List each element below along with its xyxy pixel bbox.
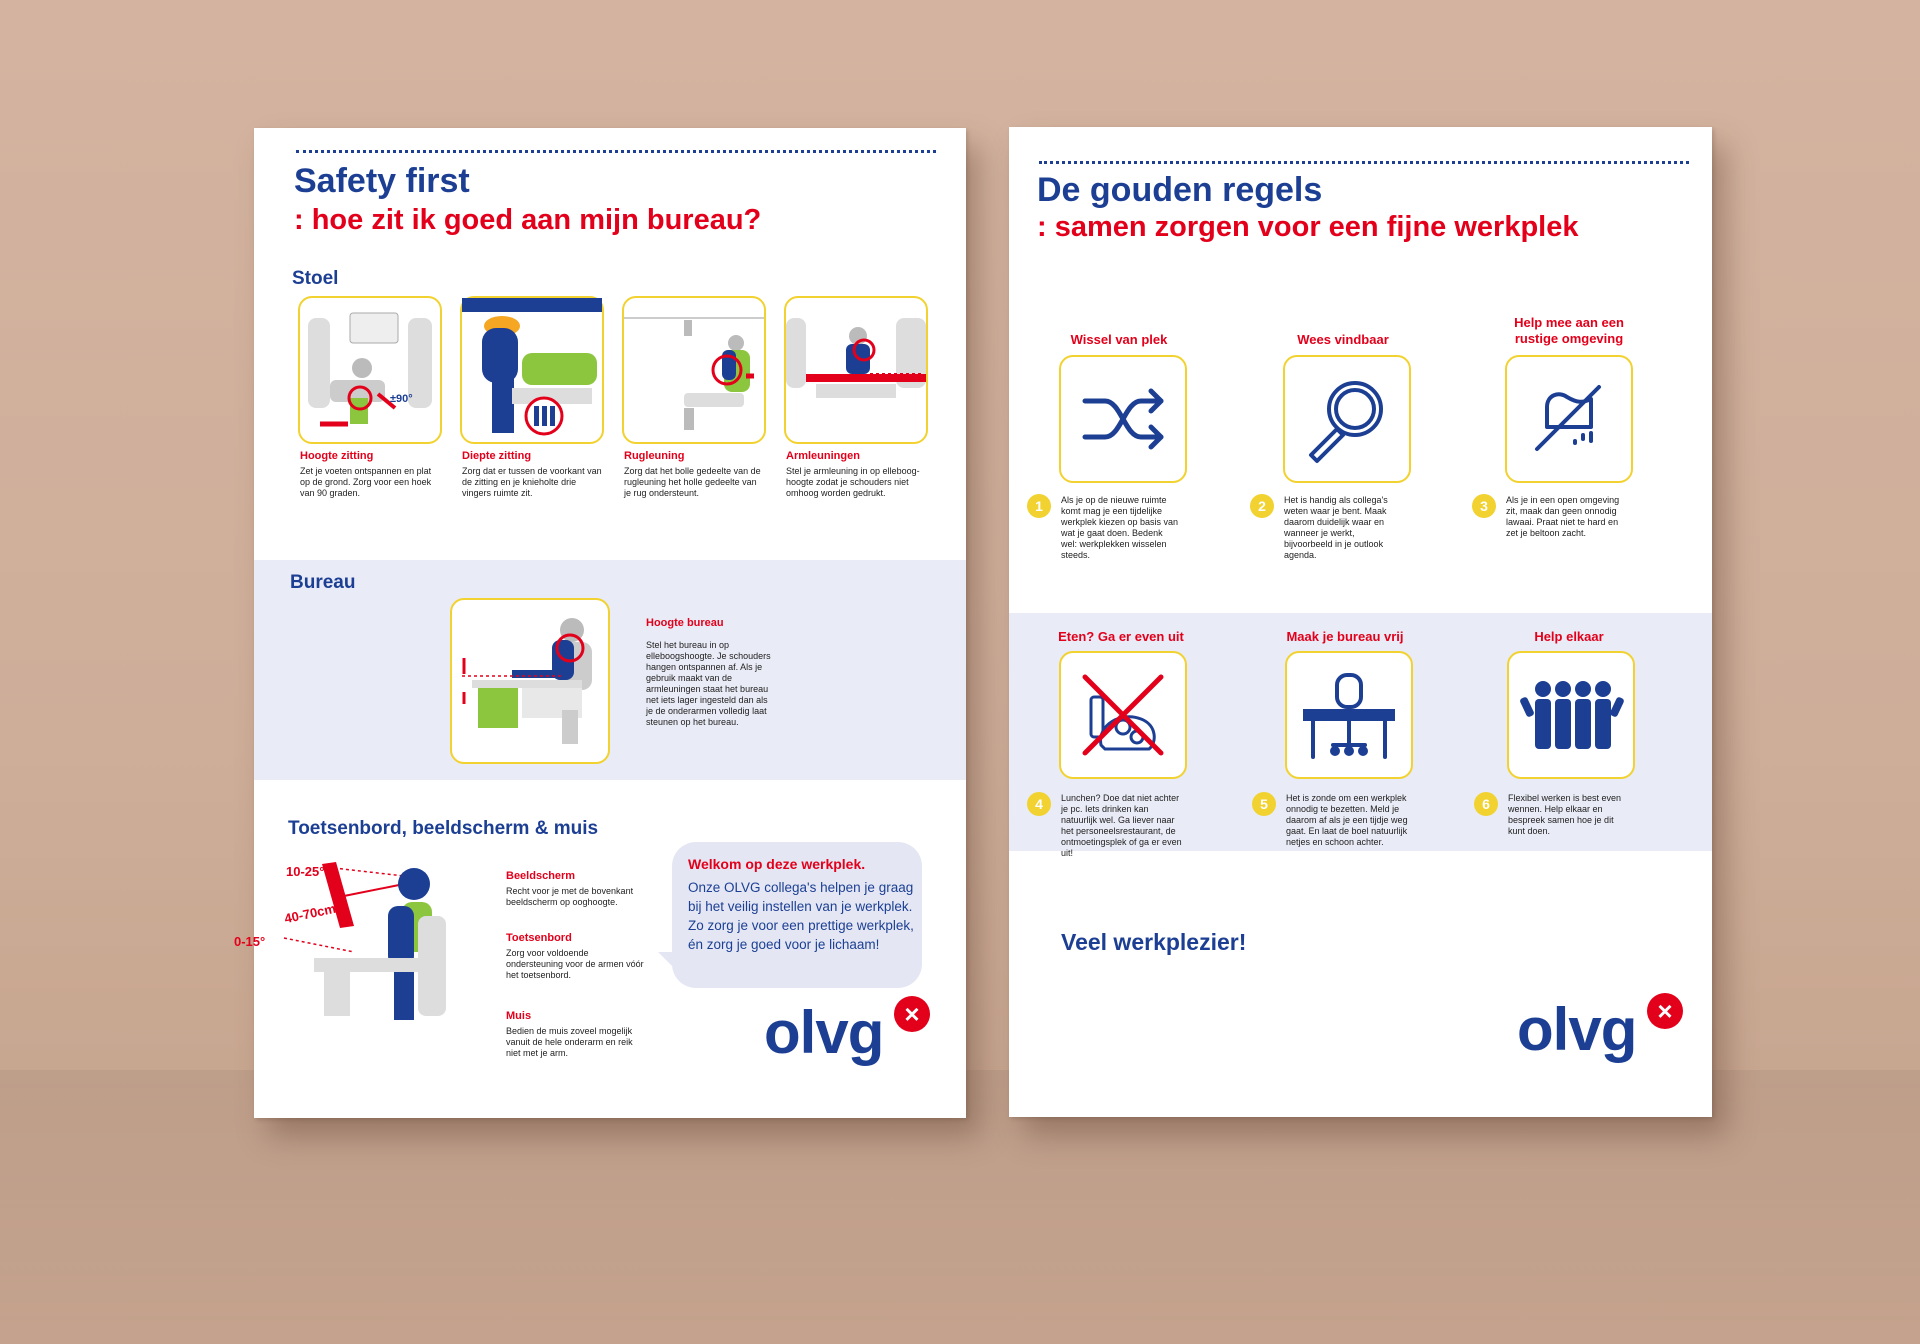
rule-title: Maak je bureau vrij [1286,629,1404,644]
bureau-section [254,560,966,780]
caption-title: Hoogte bureau [646,617,724,629]
closing-text: Veel werkplezier! [1061,929,1247,955]
poster-gouden-regels [1009,127,1712,1117]
dotted-rule [296,150,936,153]
caption-text: Stel je armleuning in op elleboog-hoogte zodat je schouders niet omhoog worden gedrukt. [786,466,920,498]
rule-text: Het is handig als collega's weten waar je bent. Maak daarom duidelijk waar en wanneer je werkt, bijvoorbeeld in je outlook agenda. [1284,495,1388,560]
group-icon [1507,651,1635,779]
caption-title: Muis [506,1010,532,1022]
caption-title: Armleuningen [786,450,860,462]
caption-text: Recht voor je met de bovenkant beeldscherm op ooghoogte. [506,886,634,907]
logo-cross-icon: × [894,996,930,1032]
rule-title: Eten? Ga er even uit [1058,629,1184,644]
rule-text: Als je in een open omgeving zit, maak dan geen onnodig lawaai. Praat niet te hard en zet je beltoon zacht. [1506,495,1620,538]
logo-wordmark: olvg [1517,996,1637,1063]
page-subtitle: : hoe zit ik goed aan mijn bureau? [294,204,762,236]
rule-number-badge: 2 [1250,494,1274,518]
section-title-bureau: Bureau [290,572,356,593]
rule-number-badge: 3 [1472,494,1496,518]
olvg-logo [1517,995,1697,1075]
keyboard-angle-label: 0-15° [234,934,266,949]
bubble-text: Onze OLVG collega's helpen je graag bij het veilig instellen van je werkplek. Zo zorg je voor een prettige werkplek, én zorg je goed voor je lichaam! [688,880,914,952]
rule-number-badge: 1 [1027,494,1051,518]
no-food-icon [1059,651,1187,779]
illustration-hoogte-zitting [298,296,442,444]
olvg-logo [764,998,944,1078]
illustration-hoogte-bureau [450,598,610,764]
rule-title: Wissel van plek [1070,332,1168,347]
caption-text: Stel het bureau in op elleboogshoogte. Je schouders hangen ontspannen af. Als je gebruik maakt van de armleuningen staat het bureau net iets lager ingesteld dan als je de onderarmen volledig laat steunen op het bureau. [646,640,771,727]
page-title: De gouden regels [1037,171,1323,209]
section-title-stoel: Stoel [292,268,339,289]
rule-title: Wees vindbaar [1297,332,1389,347]
magnifier-icon [1283,355,1411,483]
rule-text: Lunchen? Doe dat niet achter je pc. Iets drinken kan natuurlijk wel. Ga liever naar het personeelsrestaurant, de ontmoetingsplek of ga er even uit! [1061,793,1182,858]
caption-text: Zorg dat er tussen de voorkant van de zitting en je knieholte drie vingers ruimte zit. [462,466,602,498]
caption-title: Toetsenbord [506,932,572,944]
illustration-armleuningen [784,296,928,444]
speech-bubble [672,842,922,988]
bubble-title: Welkom op deze werkplek. [688,856,866,872]
rule-number-badge: 4 [1027,792,1051,816]
mute-icon [1505,355,1633,483]
caption-title: Rugleuning [624,450,685,462]
caption-text: Zorg dat het bolle gedeelte van de rugleuning het holle gedeelte van je rug ondersteunt. [624,466,761,498]
caption-title: Hoogte zitting [300,450,374,462]
rule-text: Als je op de nieuwe ruimte komt mag je een tijdelijke werkplek kiezen op basis van wat je gaat doen. Bedenk wel: werkplekken wisselen steeds. [1061,495,1179,560]
rule-title: Help mee aan een rustige omgeving [1514,315,1624,346]
caption-title: Beeldscherm [506,870,576,882]
rule-title: Help elkaar [1534,629,1604,644]
rule-text: Het is zonde om een werkplek onnodig te bezetten. Meld je daarom af als je een tijdje weg gaat. En laat de boel natuurlijk netjes en schoon achter. [1286,793,1408,847]
caption-title: Diepte zitting [462,450,532,462]
rule-number-badge: 5 [1252,792,1276,816]
rule-number-badge: 6 [1474,792,1498,816]
illustration-diepte-zitting [460,296,604,444]
poster-safety-first [234,128,966,1118]
shuffle-icon [1059,355,1187,483]
caption-text: Zorg voor voldoende ondersteuning voor de armen vóór het toetsenbord. [506,948,644,980]
screen-angle-label: 10-25° [286,864,325,879]
illustration-rugleuning [622,296,766,444]
logo-wordmark: olvg [764,999,884,1066]
caption-text: Bedien de muis zoveel mogelijk vanuit de hele onderarm en reik niet met je arm. [506,1026,633,1058]
dotted-rule [1039,161,1689,164]
logo-cross-icon: × [1647,993,1683,1029]
section-title-toetsenbord: Toetsenbord, beeldscherm & muis [288,818,599,839]
page-subtitle: : samen zorgen voor een fijne werkplek [1037,211,1579,243]
angle-label: ±90° [390,393,413,405]
caption-text: Zet je voeten ontspannen en plat op de grond. Zorg voor een hoek van 90 graden. [300,466,432,498]
desk-icon [1285,651,1413,779]
distance-label: 40-70cm [283,900,338,927]
page-title: Safety first [294,162,470,200]
rule-text: Flexibel werken is best even wennen. Help elkaar en bespreek samen hoe je dit kunt doen. [1508,793,1622,836]
